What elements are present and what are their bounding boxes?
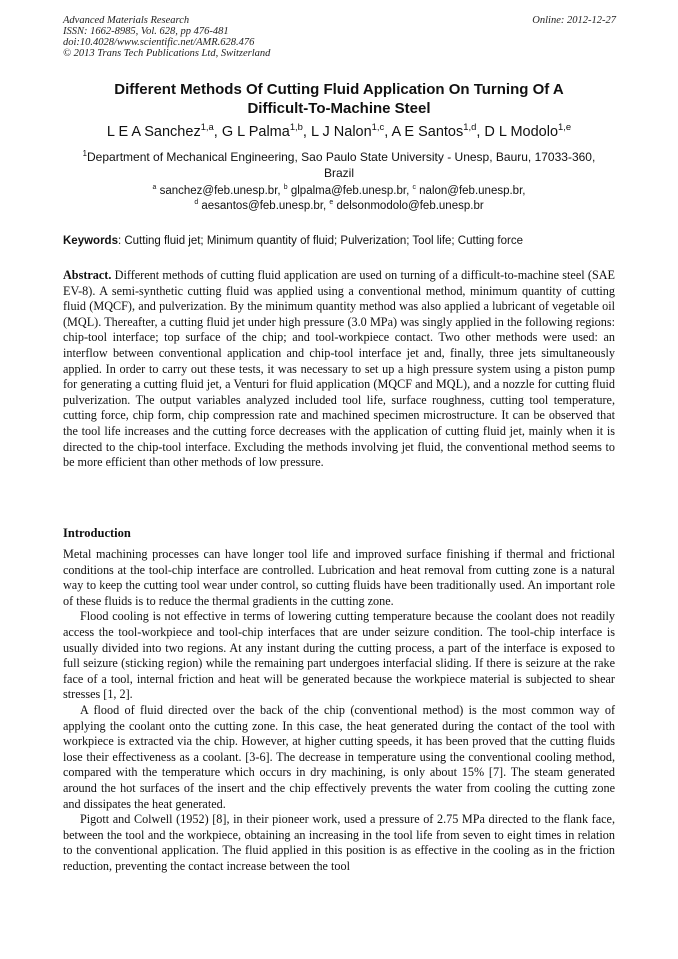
title-line-2: Difficult-To-Machine Steel [247,100,431,117]
title-line-1: Different Methods Of Cutting Fluid Application On Turning Of A [114,81,564,98]
email-marker: e [329,199,334,207]
author-name: D L Modolo [484,124,559,140]
affiliation-line-2: Brazil [323,166,354,180]
author-sup: 1,d [463,121,477,133]
journal-header [63,15,270,59]
abstract-text: Different methods of cutting fluid application are used on turning of a difficult-to-machine steel (SAE EV-8). A semi-synthetic cutting fluid was applied using a conventional method, minimum quantity of cutting fluid (MQCF), and pulverization. By the minimum quantity method was also applied a lubricant of vegetable oil (MQL). Thereafter, a cutting fluid jet under high pressure (3.0 MPa) was singly applied in the following regions: chip-tool interface; top surface of the chip; and tool-workpiece contact. Two other methods were used: an interflow between conventional application and chip-tool interface jet and, finally, three jets simultaneously applied. In order to carry out these tests, it was necessary to set up a high pressure system using a piston pump for generating a cutting fluid jet, a Venturi for fluid application (MQCF and MQL), and a nozzle for cutting fluid pulverization. The output variables analyzed included tool life, surface roughness, cutting tool temperature, cutting force, chip form, chip compression rate and machined specimen microstructure. It can be observed that the tool life increases and the cutting force decreases with the application of cutting fluid jet, mainly when it is directed to the chip-tool interface. Excluding the methods involving jet fluid, the conventional method seems to be more efficient than other methods of low pressure. [63,268,615,470]
email-marker: c [412,184,416,192]
email-marker: d [194,199,199,207]
author-emails [50,184,628,214]
journal-name: Advanced Materials Research [63,15,190,26]
intro-paragraph-2: Flood cooling is not effective in terms of lowering cutting temperature because the coolant does not readily access the tool-workpiece and tool-chip interfaces that are under seizure condition. The tool-chip interface is usually divided into two regions. At any instant during the cutting process, a part of the interface is exposed to full seizure (sticking region) while the remaining part undergoes interfacial sliding. If there is seizure at the rake face of a tool, internal friction and heat will be generated because the workpiece material is subjected to shear stresses [1, 2]. [63,609,615,702]
author-name: L E A Sanchez [106,124,201,140]
email-e[interactable]: delsonmodolo@feb.unesp.br [336,200,484,212]
author-sup: 1,e [558,121,572,133]
author-sup: 1,b [289,121,303,133]
email-a[interactable]: sanchez@feb.unesp.br, [159,185,281,197]
email-marker: a [152,184,157,192]
introduction-body [63,547,615,874]
author-name: L J Nalon [310,124,372,140]
issn-line: ISSN: 1662-8985, Vol. 628, pp 476-481 [63,26,229,37]
email-d[interactable]: aesantos@feb.unesp.br, [201,200,327,212]
author-name: A E Santos [391,124,464,140]
author-list: L E A Sanchez$^{1,a}$, G L Palma$^{1,b}$, L J Nalon$^{1,c}$, A E Santos$^{1,d}$, D L Modolo$^{1,e}$ [106,121,572,140]
keywords-text: : Cutting fluid jet; Minimum quantity of fluid; Pulverization; Tool life; Cutting force [117,235,524,247]
abstract [63,268,615,471]
author-sup: 1,c [371,121,385,133]
doi-line: doi:10.4028/www.scientific.net/AMR.628.476 [63,37,255,48]
paper-title [40,80,638,118]
email-marker: b [283,184,288,192]
email-c[interactable]: nalon@feb.unesp.br, [419,185,526,197]
abstract-label: Abstract. [63,268,112,282]
intro-paragraph-3: A flood of fluid directed over the back of the chip (conventional method) is the most common way of applying the coolant onto the cutting zone. In this case, the heat generated during the contact of the tool with workpiece is extracted via the chip. However, at higher cutting speeds, it has been proved that the cutting fluids lose their effectiveness as a coolant. [3-6]. The decrease in temperature using the conventional cooling method, compared with the temperature which occurs in dry machining, is only about 15% [7]. The steam generated around the hot surfaces of the insert and the chip effectively prevents the water from cooling the cutting zone and dissipates the heat generated. [63,702,615,811]
author-name: G L Palma [221,124,290,140]
email-b[interactable]: glpalma@feb.unesp.br, [290,185,410,197]
keywords-label: Keywords [63,235,118,247]
affiliation [50,149,628,181]
author-sup: 1,a [200,121,214,133]
online-date: Online: 2012-12-27 [532,15,616,26]
affiliation-line-1: Department of Mechanical Engineering, Sao Paulo State University - Unesp, Bauru, 17033-360, [87,150,596,164]
affiliation-sup: 1 [82,149,88,158]
keywords [63,234,623,249]
copyright-line: © 2013 Trans Tech Publications Ltd, Switzerland [63,48,271,59]
section-heading-introduction: Introduction [63,526,131,540]
intro-paragraph-1: Metal machining processes can have longer tool life and improved surface finishing if thermal and frictional conditions at the tool-chip interface are controlled. Lubrication and heat removal from cutting zone is a natural way to keep the cutting tool wear under control, so cutting fluids have been traditionally used. An important role of these fluids is to reduce the thermal gradients in the cutting zone. [63,547,615,608]
intro-paragraph-4: Pigott and Colwell (1952) [8], in their pioneer work, used a pressure of 2.75 MPa directed to the flank face, between the tool and the workpiece, obtaining an increasing in the tool life from seven to eight times in relation to the conventional application. The fluid applied in this position is as effective in the cooling as in the friction reduction, preventing the contact increase between the tool [63,812,615,873]
